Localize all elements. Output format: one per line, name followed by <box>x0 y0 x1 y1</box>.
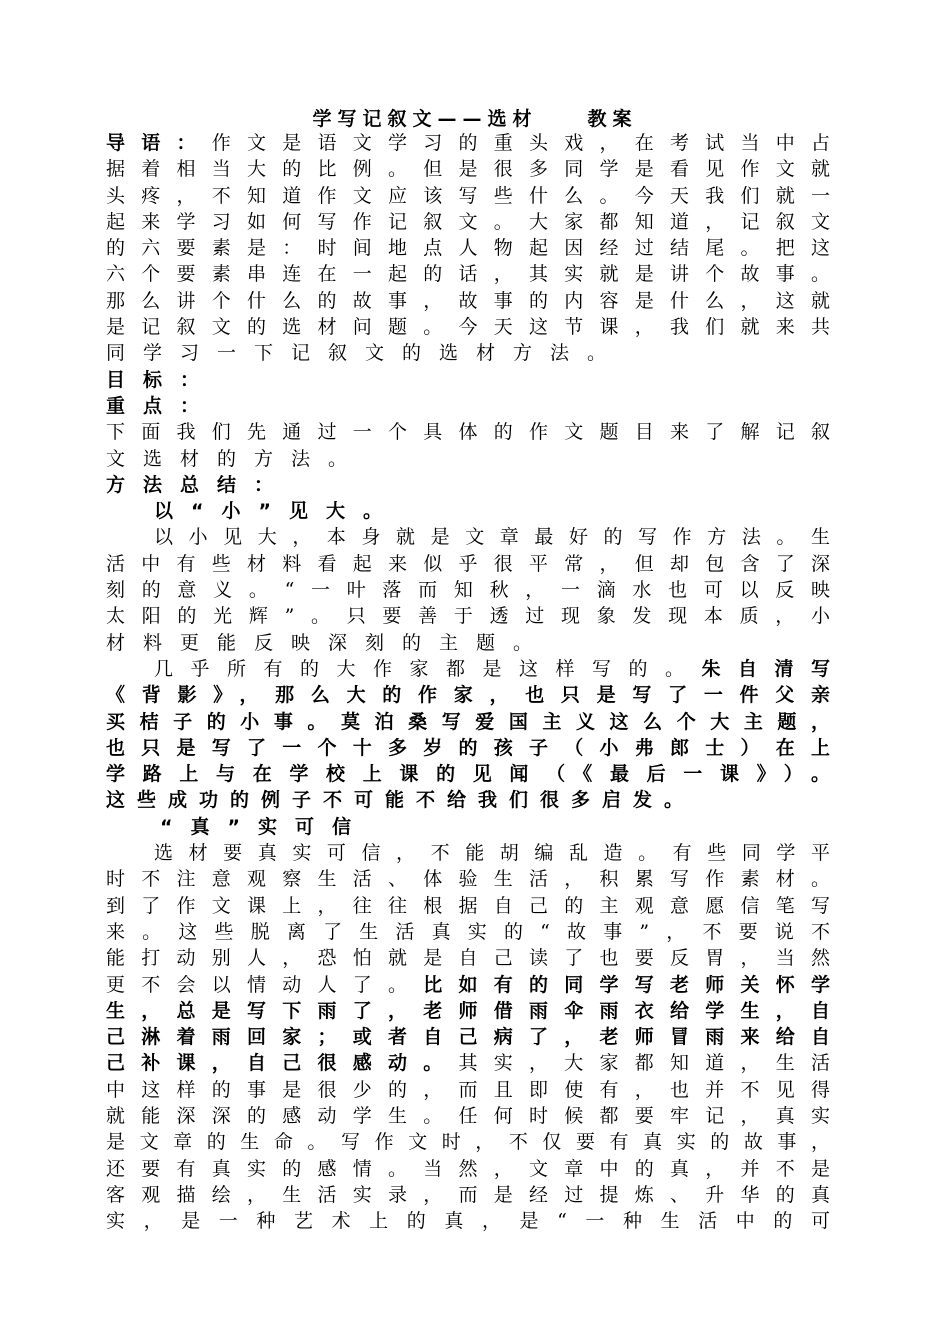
section1-heading: 以“小”见大。 <box>154 500 400 523</box>
section1-line: 太阳的光辉”。只要善于透过现象发现本质，小 <box>106 605 830 628</box>
section2-bold-line: 生，总是写下雨了，老师借雨伞雨衣给学生，自 <box>106 999 830 1022</box>
section1-bold-line: 也只是写了一个十多岁的孩子（小弗郎士）在上 <box>106 736 830 759</box>
section1-line: 以小见大，本身就是文章最好的写作方法。生 <box>154 526 830 549</box>
section2-line: 来。这些脱离了生活真实的“故事”，不要说不 <box>106 920 830 943</box>
intro-line: 那么讲个什么的故事，故事的内容是什么，这就 <box>106 289 830 312</box>
section1-bold-line: 这些成功的例子不可能不给我们很多启发。 <box>106 789 696 812</box>
section2-bold-line: 己淋着雨回家；或者自己病了，老师冒雨来给自 <box>106 1026 830 1049</box>
section1-p2-line: 几乎所有的大作家都是这样写的。朱自清写 <box>154 657 830 680</box>
intro-line: 的六要素是：时间地点人物起因经过结尾。把这 <box>106 237 830 260</box>
intro-line: 导语：作文是语文学习的重头戏，在考试当中占 <box>106 132 830 154</box>
section2-line: 中这样的事是很少的，而且即使有，也并不见得 <box>106 1078 830 1101</box>
section2-line: 还要有真实的感情。当然，文章中的真，并不是 <box>106 1157 830 1180</box>
title-main: 学写记叙文——选材 <box>312 108 538 130</box>
section2-line: 选材要真实可信，不能胡编乱造。有些同学平 <box>154 842 830 865</box>
focus-label: 重点： <box>106 394 218 417</box>
title-suffix: 教案 <box>587 108 638 130</box>
section1-line: 材料更能反映深刻的主题。 <box>106 631 551 654</box>
section2-mixed-line: 己补课，自己很感动。其实，大家都知道，生活 <box>106 1052 830 1075</box>
section2-line: 到了作文课上，往往根据自己的主观意愿信笔写 <box>106 894 830 917</box>
document-body <box>106 130 830 1234</box>
intro-label: 导语： <box>106 132 212 154</box>
section1-bold-line: 《背影》，那么大的作家，也只是写了一件父亲 <box>106 684 830 707</box>
method-label: 方法总结： <box>106 473 292 496</box>
document-title <box>0 104 950 131</box>
section1-line: 活中有些材料看起来似乎很平常，但却包含了深 <box>106 552 830 575</box>
transition-line: 下面我们先通过一个具体的作文题目来了解记叙 <box>106 421 830 444</box>
transition-line: 文选材的方法。 <box>106 447 366 470</box>
section2-line: 时不注意观察生活、体验生活，积累写作素材。 <box>106 868 830 891</box>
section1-bold-line: 学路上与在学校上课的见闻（《最后一课》）。 <box>106 763 830 786</box>
intro-line: 据着相当大的比例。但是很多同学是看见作文就 <box>106 158 830 181</box>
section2-line: 客观描绘，生活实录，而是经过提炼、升华的真 <box>106 1183 830 1206</box>
section2-line: 就能深深的感动学生。任何时候都要牢记，真实 <box>106 1104 830 1127</box>
section2-line: 是文章的生命。写作文时，不仅要有真实的故事， <box>106 1131 830 1154</box>
section1-bold-line: 买桔子的小事。莫泊桑写爱国主义这么个大主题， <box>106 710 830 733</box>
goal-label: 目标： <box>106 368 218 391</box>
section2-line: 能打动别人，恐怕就是自己读了也要反胃，当然 <box>106 947 830 970</box>
section2-line: 实，是一种艺术上的真，是“一种生活中的可 <box>106 1210 830 1233</box>
intro-line: 起来学习如何写作记叙文。大家都知道，记叙文 <box>106 210 830 233</box>
intro-line: 是记叙文的选材问题。今天这节课，我们就来共 <box>106 316 830 339</box>
intro-line: 六个要素串连在一起的话，其实就是讲个故事。 <box>106 263 830 286</box>
intro-line: 头疼，不知道作文应该写些什么。今天我们就一 <box>106 184 830 207</box>
section1-line: 刻的意义。“一叶落而知秋，一滴水也可以反映 <box>106 579 830 602</box>
intro-line: 同学习一下记叙文的选材方法。 <box>106 342 625 365</box>
section2-heading: “真”实可信 <box>160 815 369 838</box>
section2-mixed-line: 更不会以情动人了。比如有的同学写老师关怀学 <box>106 973 830 996</box>
